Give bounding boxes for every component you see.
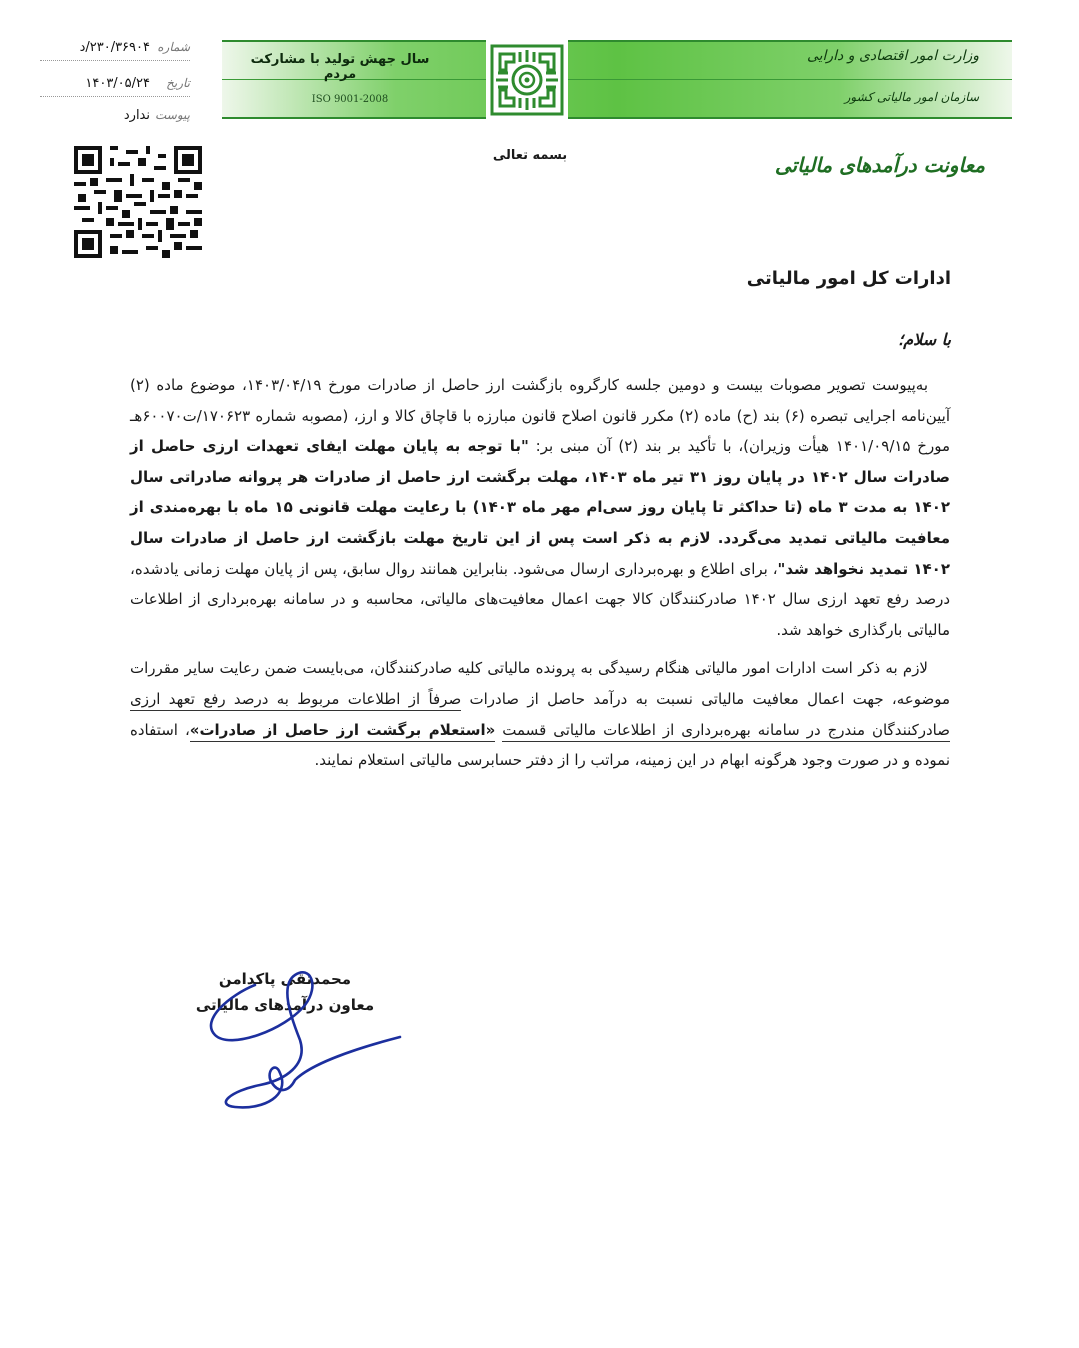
letter-body [130, 370, 950, 776]
basmala: بسمه تعالی [492, 148, 568, 163]
signatory-role: معاون درآمدهای مالیاتی [195, 996, 375, 1014]
paragraph-1-quote: "با توجه به پایان مهلت ایفای تعهدات ارزی حاصل از صادرات سال ۱۴۰۲ در پایان روز ۳۱ تیر ماه ۱۴۰۳، مهلت برگشت ارز حاصل از صادرات هر پروانه صادراتی سال ۱۴۰۲ به مدت ۳ ماه (تا حداکثر تا پایان روز سی‌ام مهر ماه ۱۴۰۳) با رعایت مهلت قانونی ۱۵ ماه با بهره‌مندی از معافیت مالیاتی تمدید می‌گردد. لازم به ذکر است پس از این تاریخ مهلت بازگشت ارز حاصل از صادرات سال ۱۴۰۲ تمدید نخواهد شد" [130, 437, 951, 578]
paragraph-2-outro: ، استفاده نموده و در صورت وجود هرگونه ابهام در این زمینه، مراتب را از دفتر حسابرسی مالیاتی استعلام نمایند. [130, 720, 950, 770]
attachment-value: ندارد [123, 108, 150, 123]
recipient: ادارات کل امور مالیاتی [746, 268, 951, 289]
attachment-label: پیوست [155, 108, 190, 122]
qr-code [74, 146, 202, 258]
paragraph-1-outro: ، برای اطلاع و بهره‌برداری ارسال می‌شود. بنابراین همانند روال سابق، پس از پایان مهلت زمانی یادشده، درصد رفع تعهد ارزی سال ۱۴۰۲ صادرکنندگان کالا جهت اعمال معافیت‌های مالیاتی، محاسبه و در سامانه بهره‌برداری از اطلاعات مالیاتی بارگذاری خواهد شد. [130, 559, 950, 639]
paragraph-2 [130, 653, 950, 775]
organization-name: سازمان امور مالیاتی کشور [844, 90, 979, 104]
header-rule-top [222, 40, 1012, 42]
paragraph-1-intro: به‌پیوست تصویر مصوبات بیست و دومین جلسه کارگروه بازگشت ارز حاصل از صادرات مورخ ۱۴۰۳/۰۴/۱۹، موضوع ماده (۲) آیین‌نامه اجرایی تبصره (۶) بند (ح) ماده (۲) مکرر قانون اصلاح قانون مبارزه با قاچاق کالا و ارز، (مصوبه شماره ۱۷۰۶۲۳/ت۶۰۰۷۰هـ مورخ ۱۴۰۱/۰۹/۱۵ هیأت وزیران)، با تأکید بر بند (۲) آن مبنی بر: [130, 376, 951, 456]
ministry-name: وزارت امور اقتصادی و دارایی [806, 48, 979, 64]
date-value: ۱۴۰۳/۰۵/۲۴ [85, 76, 150, 91]
paragraph-1 [130, 370, 950, 645]
year-slogan: سال جهش تولید با مشارکت مردم [250, 52, 430, 82]
number-value: ۲۳۰/۳۶۹۰۴/د [79, 40, 150, 55]
date-label: تاریخ [166, 76, 190, 90]
handwritten-signature [190, 955, 420, 1125]
paragraph-2-intro: لازم به ذکر است ادارات امور مالیاتی هنگام رسیدگی به پرونده مالیاتی کلیه صادرکنندگان، می‌بایست ضمن رعایت سایر مقررات موضوعه، جهت اعمال معافیت مالیاتی نسبت به درآمد حاصل از صادرات [130, 659, 951, 708]
paragraph-2-underlined: صرفاً از اطلاعات مربوط به درصد رفع تعهد ارزی صادرکنندگان مندرج در سامانه بهره‌برداری از اطلاعات مالیاتی قسمت [130, 690, 950, 742]
deputy-title: معاونت درآمدهای مالیاتی [774, 153, 985, 177]
salutation: با سلام؛ [898, 330, 951, 349]
paragraph-2-section-name: «استعلام برگشت ارز حاصل از صادرات» [190, 721, 495, 742]
tax-organization-emblem [486, 40, 568, 120]
meta-rule [40, 60, 190, 61]
number-label: شماره [157, 40, 190, 54]
iso-label: ISO 9001-2008 [311, 94, 389, 105]
header-rule-bottom [222, 117, 1012, 119]
meta-rule [40, 96, 190, 97]
signatory-name: محمدتقی پاکدامن [218, 970, 352, 988]
letter-meta [40, 38, 190, 128]
